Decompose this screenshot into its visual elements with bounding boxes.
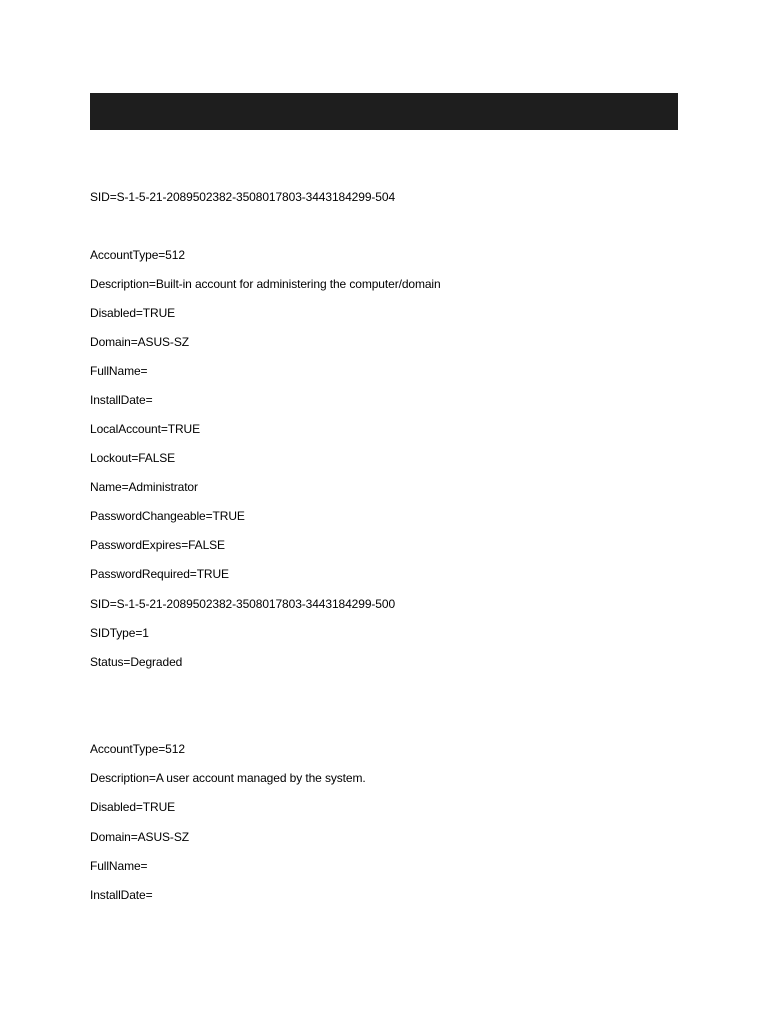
account-1-lockout: Lockout=FALSE (90, 451, 176, 465)
account-1-password-expires: PasswordExpires=FALSE (90, 538, 225, 552)
header-sid-line: SID=S-1-5-21-2089502382-3508017803-3443184299-504 (90, 190, 396, 204)
account-1-install-date: InstallDate= (90, 393, 153, 407)
account-2-account-type: AccountType=512 (90, 742, 185, 756)
account-1-sid: SID=S-1-5-21-2089502382-3508017803-3443184299-500 (90, 597, 396, 611)
account-2-install-date: InstallDate= (90, 888, 153, 902)
account-1-account-type: AccountType=512 (90, 248, 185, 262)
account-1-name: Name=Administrator (90, 480, 198, 494)
code-snippet (90, 93, 678, 130)
account-2-domain: Domain=ASUS-SZ (90, 830, 189, 844)
account-1-password-changeable: PasswordChangeable=TRUE (90, 509, 245, 523)
account-2-description: Description=A user account managed by the system. (90, 771, 366, 785)
account-1-sid-type: SIDType=1 (90, 626, 149, 640)
account-1-status: Status=Degraded (90, 655, 183, 669)
account-1-local-account: LocalAccount=TRUE (90, 422, 201, 436)
account-1-password-required: PasswordRequired=TRUE (90, 567, 229, 581)
account-1-description: Description=Built-in account for administering the computer/domain (90, 277, 441, 291)
account-1-full-name: FullName= (90, 364, 148, 378)
account-2-full-name: FullName= (90, 859, 148, 873)
account-1-domain: Domain=ASUS-SZ (90, 335, 189, 349)
account-2-disabled: Disabled=TRUE (90, 800, 176, 814)
account-1-disabled: Disabled=TRUE (90, 306, 176, 320)
